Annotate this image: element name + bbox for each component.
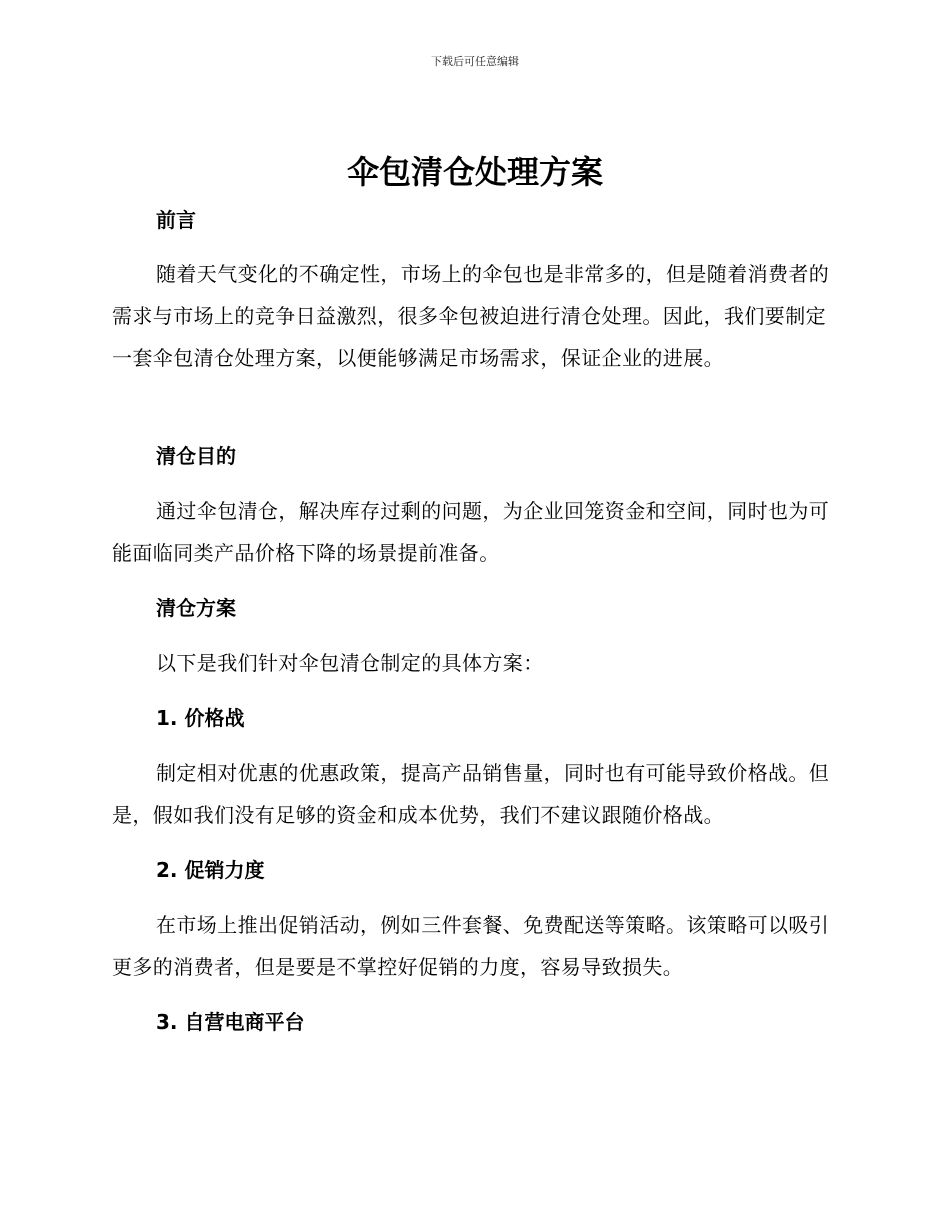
subheading-self-ecommerce: 3. 自营电商平台	[156, 1010, 305, 1034]
subheading-price-war: 1. 价格战	[156, 706, 245, 730]
paragraph-promotion: 在市场上推出促销活动，例如三件套餐、免费配送等策略。该策略可以吸引更多的消费者，但是要是不掌控好促销的力度，容易导致损失。	[112, 913, 830, 979]
section-heading-purpose: 清仓目的	[156, 444, 236, 468]
document-title: 伞包清仓处理方案	[346, 153, 603, 191]
paragraph-price-war: 制定相对优惠的优惠政策，提高产品销售量，同时也有可能导致价格战。但是，假如我们没有足够的资金和成本优势，我们不建议跟随价格战。	[112, 761, 830, 827]
subheading-promotion: 2. 促销力度	[156, 858, 265, 882]
section-heading-preface: 前言	[156, 208, 196, 232]
page-header-note: 下载后可任意编辑	[431, 55, 519, 68]
section-heading-plan: 清仓方案	[156, 596, 236, 620]
paragraph-plan-intro: 以下是我们针对伞包清仓制定的具体方案：	[156, 651, 544, 675]
paragraph-preface: 随着天气变化的不确定性，市场上的伞包也是非常多的，但是随着消费者的需求与市场上的竞争日益激烈，很多伞包被迫进行清仓处理。因此，我们要制定一套伞包清仓处理方案，以便能够满足市场需求，保证企业的进展。	[112, 262, 830, 370]
paragraph-purpose: 通过伞包清仓，解决库存过剩的问题，为企业回笼资金和空间，同时也为可能面临同类产品价格下降的场景提前准备。	[112, 499, 830, 565]
